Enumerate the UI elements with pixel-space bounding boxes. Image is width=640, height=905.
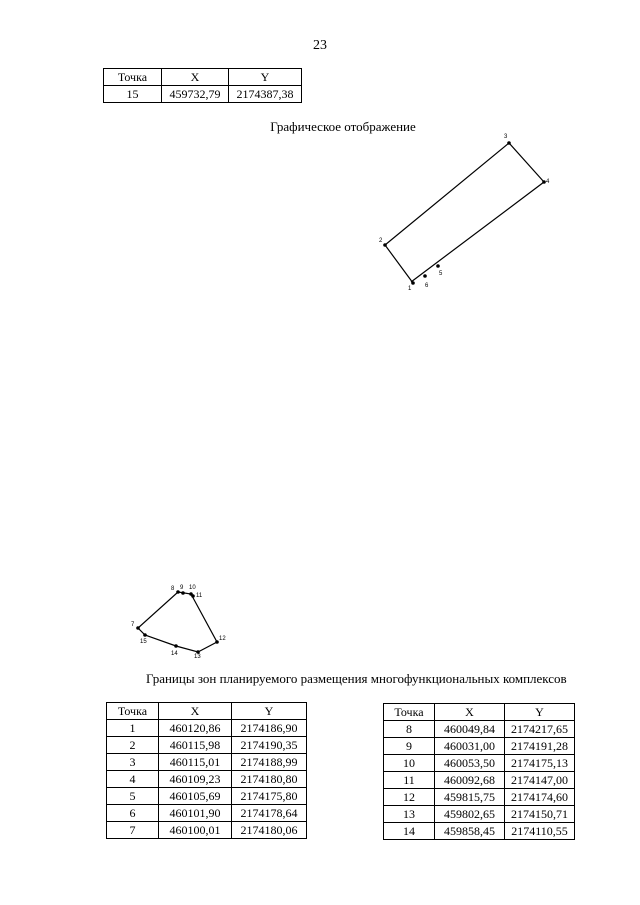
y-cell: 2174180,06 (232, 822, 307, 839)
y-cell: 2174175,80 (232, 788, 307, 805)
table-row (107, 788, 307, 805)
table-row (384, 806, 575, 823)
boundary-figure-zone (128, 580, 238, 660)
column-header: Y (232, 703, 307, 720)
y-cell: 2174175,13 (505, 755, 575, 772)
point-cell: 5 (107, 788, 159, 805)
table-header-row (104, 69, 302, 86)
y-cell: 2174190,35 (232, 737, 307, 754)
vertex-label: 7 (131, 622, 135, 628)
x-cell: 460031,00 (435, 738, 505, 755)
zones-heading: Границы зон планируемого размещения многофункциональных комплексов (146, 671, 567, 686)
vertex-point (507, 141, 511, 145)
coordinates-table-left (106, 702, 307, 839)
vertex-label: 11 (196, 593, 203, 599)
column-header: Точка (104, 69, 162, 86)
y-cell: 2174188,99 (232, 754, 307, 771)
y-cell: 2174147,00 (505, 772, 575, 789)
point-cell: 11 (384, 772, 435, 789)
vertex-label: 14 (171, 651, 178, 657)
vertex-point (436, 264, 440, 268)
table-header-row (107, 703, 307, 720)
vertex-label: 4 (546, 179, 550, 185)
vertex-label: 9 (180, 585, 184, 591)
x-cell: 459858,45 (435, 823, 505, 840)
point-cell: 3 (107, 754, 159, 771)
x-cell: 460115,98 (159, 737, 232, 754)
point-cell: 4 (107, 771, 159, 788)
table-row (107, 771, 307, 788)
vertex-point (136, 626, 140, 630)
vertex-point (423, 274, 427, 278)
vertex-point (191, 594, 195, 598)
vertex-point (174, 644, 178, 648)
vertex-label: 1 (408, 286, 412, 292)
point-cell: 15 (104, 86, 162, 103)
point-cell: 12 (384, 789, 435, 806)
boundary-line (138, 592, 217, 652)
vertex-label: 6 (425, 283, 429, 289)
column-header: X (159, 703, 232, 720)
graphic-heading: Графическое отображение (270, 119, 416, 134)
table-row (107, 822, 307, 839)
table-row (384, 823, 575, 840)
vertex-label: 2 (379, 238, 383, 244)
x-cell: 460109,23 (159, 771, 232, 788)
table-row (384, 755, 575, 772)
column-header: X (435, 704, 505, 721)
y-cell: 2174174,60 (505, 789, 575, 806)
x-cell: 459732,79 (162, 86, 229, 103)
table-row (107, 805, 307, 822)
column-header: Точка (107, 703, 159, 720)
vertex-label: 12 (219, 636, 226, 642)
table-row (384, 738, 575, 755)
table-row (107, 737, 307, 754)
point-cell: 6 (107, 805, 159, 822)
y-cell: 2174186,90 (232, 720, 307, 737)
x-cell: 460105,69 (159, 788, 232, 805)
point-cell: 13 (384, 806, 435, 823)
table-row (384, 789, 575, 806)
vertex-point (383, 243, 387, 247)
y-cell: 2174150,71 (505, 806, 575, 823)
vertex-label: 10 (189, 585, 196, 591)
point-cell: 1 (107, 720, 159, 737)
coordinates-table-top (103, 68, 302, 103)
column-header: Y (505, 704, 575, 721)
vertex-label: 5 (439, 271, 443, 277)
x-cell: 460053,50 (435, 755, 505, 772)
vertex-label: 15 (140, 639, 147, 645)
point-cell: 10 (384, 755, 435, 772)
vertex-point (143, 633, 147, 637)
coordinates-table-right (383, 703, 575, 840)
point-cell: 2 (107, 737, 159, 754)
table-row (104, 86, 302, 103)
column-header: Y (229, 69, 302, 86)
x-cell: 460100,01 (159, 822, 232, 839)
y-cell: 2174178,64 (232, 805, 307, 822)
vertex-label: 8 (171, 586, 175, 592)
y-cell: 2174110,55 (505, 823, 575, 840)
x-cell: 460115,01 (159, 754, 232, 771)
boundary-figure-rect (370, 130, 560, 310)
table-row (384, 772, 575, 789)
y-cell: 2174180,80 (232, 771, 307, 788)
y-cell: 2174191,28 (505, 738, 575, 755)
column-header: Точка (384, 704, 435, 721)
point-cell: 14 (384, 823, 435, 840)
x-cell: 460049,84 (435, 721, 505, 738)
vertex-label: 3 (504, 134, 508, 140)
page-number: 23 (313, 38, 327, 53)
y-cell: 2174217,65 (505, 721, 575, 738)
point-cell: 8 (384, 721, 435, 738)
boundary-line (385, 143, 544, 283)
vertex-point (411, 281, 415, 285)
x-cell: 459802,65 (435, 806, 505, 823)
table-row (107, 754, 307, 771)
point-cell: 7 (107, 822, 159, 839)
vertex-label: 13 (194, 654, 201, 660)
vertex-point (181, 591, 185, 595)
table-row (384, 721, 575, 738)
table-row (107, 720, 307, 737)
x-cell: 460092,68 (435, 772, 505, 789)
column-header: X (162, 69, 229, 86)
point-cell: 9 (384, 738, 435, 755)
table-header-row (384, 704, 575, 721)
x-cell: 459815,75 (435, 789, 505, 806)
vertex-markers (383, 141, 546, 285)
x-cell: 460120,86 (159, 720, 232, 737)
x-cell: 460101,90 (159, 805, 232, 822)
y-cell: 2174387,38 (229, 86, 302, 103)
